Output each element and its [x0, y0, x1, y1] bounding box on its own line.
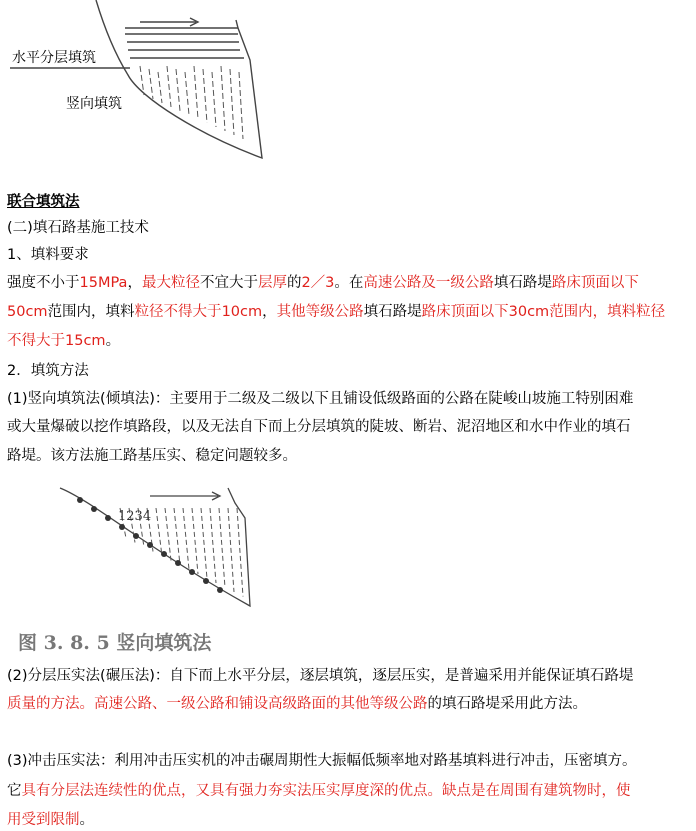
text: 范围内，填料粒径: [549, 304, 666, 320]
hatch-line: [176, 69, 180, 111]
text: ，: [262, 304, 277, 320]
hatch-line: [203, 69, 207, 123]
p2-line3: 路堤。该方法施工路基压实、稳定问题较多。: [7, 448, 297, 464]
rock-mark: [133, 533, 139, 539]
heading-joint-fill: 联合填筑法: [7, 194, 80, 210]
rock-mark: [175, 560, 181, 566]
p3-line2: [7, 694, 689, 714]
rock-mark: [189, 569, 195, 575]
top-figure: [0, 0, 300, 165]
item2-title: 2．填筑方法: [7, 363, 89, 379]
text: 填石路堤: [493, 275, 552, 291]
hatch-line: [237, 508, 243, 597]
text: 的: [286, 275, 302, 291]
text: 。: [105, 333, 121, 349]
text: 的填石路堤采用此方法。: [427, 696, 587, 712]
text: 粒径不得大于: [134, 304, 222, 320]
text: 15cm: [65, 333, 106, 349]
hatch-line: [219, 508, 225, 588]
text: 层厚: [257, 275, 287, 291]
p4-line3: [7, 810, 689, 830]
rock-mark: [91, 506, 97, 512]
text: 最大粒径: [141, 275, 200, 291]
rock-mark: [119, 524, 125, 530]
text: 50cm: [7, 304, 48, 320]
text: 具有分层法连续性的优点，又具有强力夯实法压实厚度深的优点。缺点是在周围有建筑物时，使: [21, 783, 631, 799]
label-horizontal-fill: 水平分层填筑: [12, 50, 96, 66]
rock-mark: [77, 497, 83, 503]
text: 不宜大于: [199, 275, 258, 291]
rock-mark: [147, 542, 153, 548]
p2-line2: 或大量爆破以挖作填路段，以及无法自下而上分层填筑的陡坡、断岩、泥沼地区和水中作业的填石: [7, 419, 631, 435]
hatch-line: [201, 508, 207, 579]
hatch-line: [228, 508, 234, 592]
text: 高速公路及一级公路: [363, 275, 494, 291]
rock-mark: [217, 587, 223, 593]
section-title: (二)填石路基施工技术: [7, 220, 149, 236]
p1-line1: [7, 273, 689, 293]
p2-line1: (1)竖向填筑法(倾填法)：主要用于二级及二级以下且铺设低级路面的公路在陡峻山坡施工特别困难: [7, 391, 634, 407]
text: 范围内，填料: [47, 304, 135, 320]
text: 其他等级公路: [276, 304, 364, 320]
hatch-line: [230, 69, 234, 135]
rock-mark: [161, 551, 167, 557]
hatch-line: [212, 72, 216, 127]
hatch-line: [185, 72, 189, 115]
label-vertical-fill: 竖向填筑: [66, 96, 122, 112]
vertical-fill-figure: [40, 478, 270, 618]
p1-line2: [7, 302, 689, 322]
hatch-line: [158, 72, 162, 103]
text: 它: [7, 783, 22, 799]
hatch-line: [174, 508, 180, 565]
text: 用受到限制: [7, 812, 80, 828]
text: ，: [127, 275, 142, 291]
hatch-line: [221, 66, 225, 131]
layer-numbers: 1234: [118, 509, 152, 524]
p4-line2: [7, 781, 689, 801]
hatch-line: [149, 69, 153, 99]
hatch-line: [194, 66, 198, 119]
p3-line1: (2)分层压实法(碾压法)：自下而上水平分层，逐层填筑，逐层压实，是普遍采用并能保证填石路堤: [7, 668, 634, 684]
text: 2／3: [301, 275, 335, 291]
text: 质量的方法。高速公路、一级公路和铺设高级路面的其他等级公路: [7, 696, 428, 712]
p1-line3: [7, 331, 689, 351]
hatch-line: [183, 508, 189, 570]
rock-mark: [105, 515, 111, 521]
text: 15MPa: [79, 275, 128, 291]
hatch-line: [210, 508, 216, 583]
item1-title: 1、填料要求: [7, 247, 89, 263]
text: 30cm: [508, 304, 550, 320]
slope-line: [96, 0, 262, 158]
hatch-line: [239, 72, 243, 139]
text: 路床顶面以下: [421, 304, 509, 320]
text: 强度不小于: [7, 275, 80, 291]
text: 。: [79, 812, 94, 828]
figure-caption: 图 3. 8. 5 竖向填筑法: [18, 632, 212, 654]
text: 10cm: [221, 304, 263, 320]
rock-mark: [203, 578, 209, 584]
p4-line1: (3)冲击压实法：利用冲击压实机的冲击碾周期性大振幅低频率地对路基填料进行冲击，压密填方。: [7, 753, 637, 769]
text: 不得大于: [7, 333, 65, 349]
hatch-line: [192, 508, 198, 574]
text: 填石路堤: [363, 304, 422, 320]
hatch-line: [167, 66, 171, 107]
text: 路床顶面以下: [551, 275, 639, 291]
text: 。在: [334, 275, 364, 291]
